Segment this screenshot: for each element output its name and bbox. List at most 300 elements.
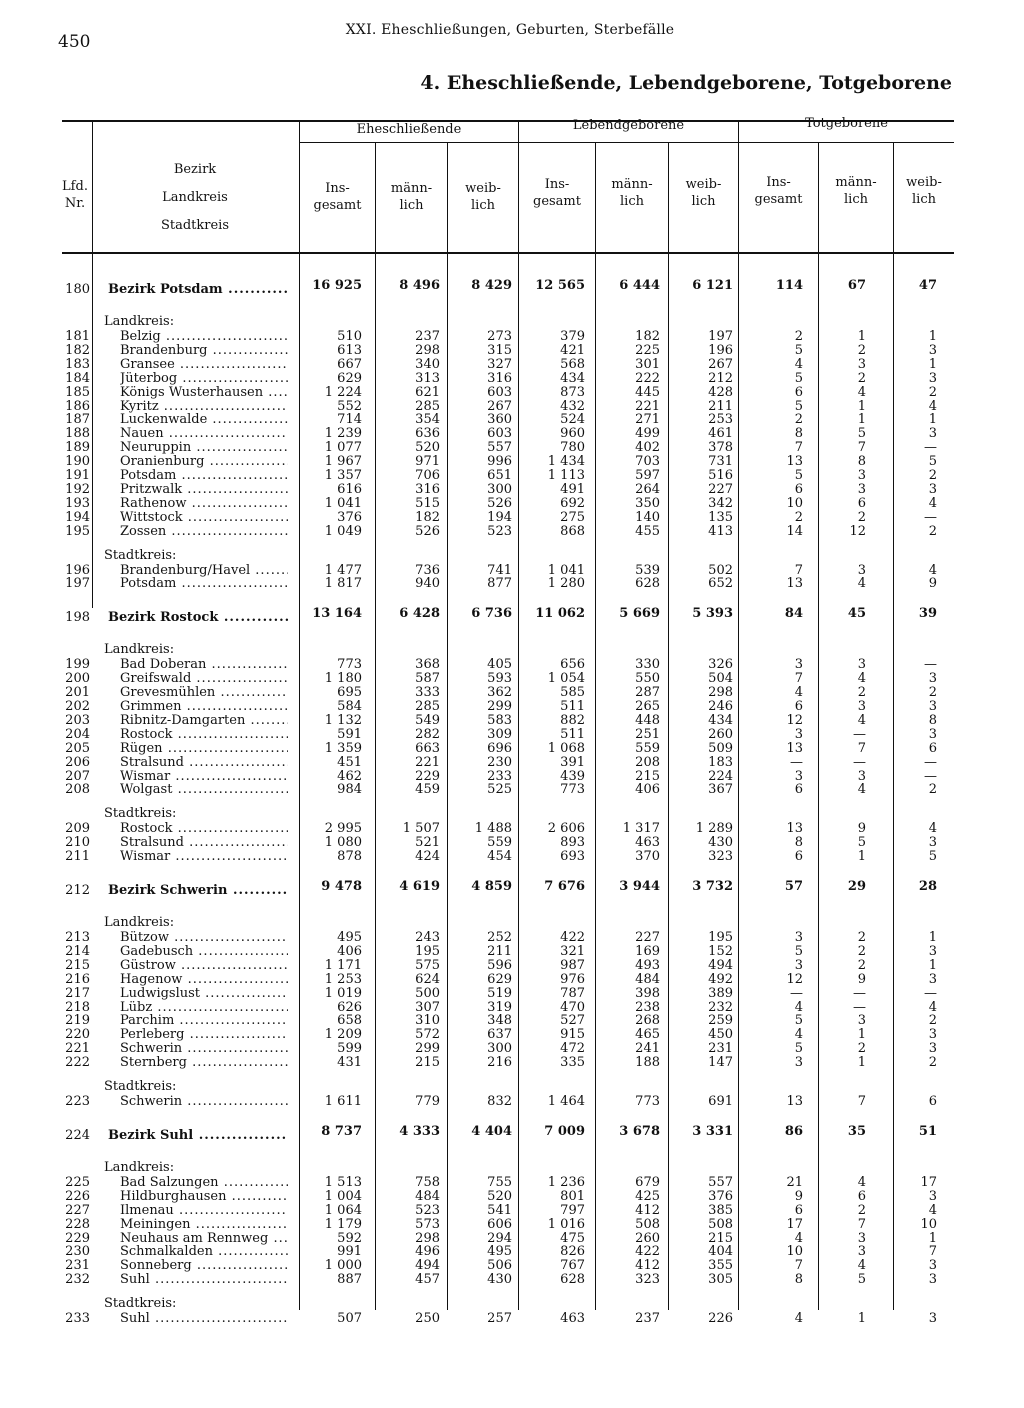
table-cell: 463 (635, 835, 660, 851)
table-cell: 557 (487, 440, 512, 456)
sub-header-line: weib- (465, 181, 501, 196)
table-cell: 6 (794, 782, 803, 798)
table-cell: 8 (928, 712, 937, 728)
row-label: Wolgast (120, 782, 173, 798)
table-cell: 7 (794, 440, 803, 456)
table-cell: 3 (928, 726, 937, 742)
table-cell: 8 (794, 1272, 803, 1288)
row-number: 186 (65, 398, 90, 414)
table-cell: 2 (794, 329, 803, 344)
row-label: Kyritz (120, 398, 159, 414)
table-cell: 1 179 (324, 1216, 362, 1232)
table-cell: 636 (415, 426, 440, 442)
table-cell: 229 (415, 768, 440, 784)
table-cell: 253 (708, 412, 733, 428)
row-label: Ludwigslust (120, 985, 201, 1001)
row-number: 218 (65, 999, 90, 1015)
table-cell: 454 (487, 849, 512, 865)
table-cell: 114 (775, 278, 803, 293)
table-cell: 398 (635, 985, 660, 1001)
table-cell: 658 (337, 1013, 362, 1029)
table-cell: 1 (857, 849, 866, 865)
table-cell: 355 (708, 1258, 733, 1274)
row-number: 214 (65, 943, 90, 959)
table-cell: 2 (857, 370, 866, 386)
group-header-rule (300, 142, 954, 143)
table-cell: 470 (560, 999, 585, 1015)
row-label: Rostock (120, 726, 173, 742)
sub-header-line: lich (912, 192, 936, 207)
row-label: Belzig (120, 329, 161, 344)
table-cell: 637 (487, 1027, 512, 1043)
table-cell: 330 (635, 657, 660, 673)
row-number: 224 (65, 1127, 90, 1143)
table-cell: 431 (337, 1055, 362, 1071)
table-cell: 4 (928, 562, 937, 578)
table-cell: 461 (708, 426, 733, 442)
row-number: 195 (65, 523, 90, 539)
table-cell: 731 (708, 454, 733, 470)
table-cell: 559 (487, 835, 512, 851)
sub-header (669, 176, 738, 210)
table-cell: 3 944 (619, 879, 660, 894)
table-cell: 4 (794, 356, 803, 372)
table-cell: 5 (794, 398, 803, 414)
row-label: Bad Salzungen (120, 1174, 219, 1190)
table-cell: 3 (794, 957, 803, 973)
table-cell: 1 488 (474, 821, 512, 837)
table-cell: 587 (415, 671, 440, 687)
row-label: Stralsund (120, 835, 184, 851)
table-cell: 252 (487, 930, 512, 945)
sub-header-line: gesamt (754, 192, 803, 207)
table-cell: 584 (337, 699, 362, 714)
row-number: 215 (65, 957, 90, 973)
table-cell: 506 (487, 1258, 512, 1274)
table-cell: 451 (337, 754, 362, 770)
row-label: Gransee (120, 356, 175, 372)
table-cell: 6 (794, 699, 803, 714)
table-cell: — (853, 999, 866, 1015)
table-cell: 1 253 (324, 971, 362, 987)
table-cell: 275 (560, 509, 585, 525)
table-cell: 412 (635, 1258, 660, 1274)
table-cell: 5 669 (619, 606, 660, 622)
table-cell: 1 (857, 329, 866, 344)
table-cell: 494 (415, 1258, 440, 1274)
row-label: Stralsund (120, 754, 184, 770)
table-cell: 500 (415, 985, 440, 1001)
table-cell: 559 (635, 740, 660, 756)
table-cell: 237 (415, 329, 440, 344)
table-cell: 780 (560, 440, 585, 456)
table-cell: 413 (708, 523, 733, 539)
table-cell: 7 676 (544, 879, 585, 894)
table-cell: 773 (560, 782, 585, 798)
table-cell: 509 (708, 740, 733, 756)
table-cell: 370 (635, 849, 660, 865)
table-cell: 7 (794, 1258, 803, 1274)
table-cell: 663 (415, 740, 440, 756)
table-cell: 510 (337, 329, 362, 344)
table-cell: 3 (857, 481, 866, 497)
table-cell: 3 732 (692, 879, 733, 894)
row-number: 225 (65, 1174, 90, 1190)
table-cell: 257 (487, 1311, 512, 1327)
table-cell: 3 (857, 1230, 866, 1246)
landkreis-label: Landkreis: (104, 1159, 175, 1175)
table-cell: 3 (857, 562, 866, 578)
row-number: 192 (65, 481, 90, 497)
sub-header-line: weib- (906, 175, 942, 190)
table-cell: 525 (487, 782, 512, 798)
table-cell: 703 (635, 454, 660, 470)
table-cell: 1 967 (324, 454, 362, 470)
table-cell: 652 (708, 576, 733, 592)
table-cell: 428 (708, 384, 733, 400)
region-header: Bezirk Landkreis Stadtkreis (160, 162, 230, 233)
table-cell: — (790, 754, 803, 770)
row-number: 211 (65, 849, 90, 865)
table-cell: 457 (415, 1272, 440, 1288)
table-cell: 3 (857, 699, 866, 714)
table-cell: 591 (337, 726, 362, 742)
table-cell: 313 (415, 370, 440, 386)
table-cell: 1 513 (324, 1174, 362, 1190)
row-number: 219 (65, 1013, 90, 1029)
row-number: 189 (65, 440, 90, 456)
table-cell: 316 (415, 481, 440, 497)
table-cell: 354 (415, 412, 440, 428)
table-cell: 624 (415, 971, 440, 987)
table-cell: 3 (794, 657, 803, 673)
table-cell: 691 (708, 1094, 733, 1109)
table-cell: — (924, 985, 937, 1001)
table-cell: 412 (635, 1202, 660, 1218)
row-label: Rathenow (120, 495, 187, 511)
row-number: 203 (65, 712, 90, 728)
row-number: 230 (65, 1244, 90, 1260)
table-cell: 5 (794, 1013, 803, 1029)
table-cell: 406 (635, 782, 660, 798)
table-cell: 603 (487, 426, 512, 442)
table-cell: 195 (415, 943, 440, 959)
table-cell: 524 (560, 412, 585, 428)
row-label: Bezirk Rostock (108, 610, 219, 626)
table-cell: 241 (635, 1041, 660, 1057)
kreis-name (120, 1055, 288, 1071)
row-number: 223 (65, 1094, 90, 1109)
sub-header-line: Ins- (325, 181, 350, 196)
table-cell: 265 (635, 699, 660, 714)
table-cell: 6 (928, 740, 937, 756)
sub-header-line: Ins- (544, 177, 570, 192)
row-number: 187 (65, 412, 90, 428)
table-cell: 877 (487, 576, 512, 592)
table-cell: 5 (794, 468, 803, 483)
row-label: Parchim (120, 1013, 175, 1029)
table-cell: 1 224 (324, 384, 362, 400)
table-cell: 2 (857, 1202, 866, 1218)
table-cell: 2 (857, 685, 866, 701)
table-cell: 368 (415, 657, 440, 673)
table-cell: 5 (794, 370, 803, 386)
table-cell: 2 (794, 412, 803, 428)
landkreis-label: Landkreis: (104, 314, 175, 329)
bezirk-name (108, 282, 288, 298)
table-cell: 385 (708, 1202, 733, 1218)
table-cell: 2 (928, 1013, 937, 1029)
table-cell: 541 (487, 1202, 512, 1218)
table-cell: 1 004 (324, 1188, 362, 1204)
table-cell: 243 (415, 930, 440, 945)
table-cell: 1 113 (547, 468, 585, 483)
table-cell: — (853, 985, 866, 1001)
table-cell: 12 (786, 971, 803, 987)
table-cell: 305 (708, 1272, 733, 1288)
table-cell: 3 (794, 1055, 803, 1071)
row-label: Bezirk Potsdam (108, 282, 223, 297)
table-cell: 152 (708, 943, 733, 959)
row-number: 181 (65, 329, 90, 344)
sub-header-line: weib- (685, 177, 722, 192)
row-number: 231 (65, 1258, 90, 1274)
row-label: Sonneberg (120, 1258, 192, 1274)
table-cell: 1 289 (695, 821, 733, 837)
table-cell: 348 (487, 1013, 512, 1029)
table-cell: 2 (857, 509, 866, 525)
table-cell: 67 (847, 278, 866, 293)
table-cell: 2 (857, 957, 866, 973)
table-cell: 264 (635, 481, 660, 497)
table-cell: 188 (635, 1055, 660, 1071)
row-label: Potsdam (120, 576, 177, 592)
table-cell: 215 (415, 1055, 440, 1071)
table-cell: 195 (708, 930, 733, 945)
table-cell: 230 (487, 754, 512, 770)
table-cell: 1 (928, 930, 937, 945)
row-number: 216 (65, 971, 90, 987)
table-cell: 882 (560, 712, 585, 728)
table-cell: 1 (857, 398, 866, 414)
row-label: Pritzwalk (120, 481, 183, 497)
table-cell: 893 (560, 835, 585, 851)
table-cell: 226 (708, 1311, 733, 1327)
row-label: Hagenow (120, 971, 183, 987)
table-cell: 342 (708, 495, 733, 511)
table-cell: 307 (415, 999, 440, 1015)
table-cell: 575 (415, 957, 440, 973)
table-cell: 3 (928, 1027, 937, 1043)
table-cell: 333 (415, 685, 440, 701)
table-cell: 878 (337, 849, 362, 865)
row-number: 188 (65, 426, 90, 442)
stadtkreis-label: Stadtkreis: (104, 806, 177, 822)
table-cell: 221 (635, 398, 660, 414)
table-cell: 651 (487, 468, 512, 483)
kreis-name (120, 524, 288, 540)
table-cell: 499 (635, 426, 660, 442)
table-cell: 51 (918, 1123, 937, 1139)
kreis-name (120, 1311, 288, 1327)
table-cell: 706 (415, 468, 440, 483)
table-cell: 692 (560, 495, 585, 511)
table-cell: 216 (487, 1055, 512, 1071)
table-cell: 495 (487, 1244, 512, 1260)
table-cell: 340 (415, 356, 440, 372)
row-number: 182 (65, 342, 90, 358)
table-cell: 7 (928, 1244, 937, 1260)
table-cell: 4 (928, 495, 937, 511)
row-label: Neuhaus am Rennweg (120, 1230, 269, 1246)
table-cell: — (924, 509, 937, 525)
table-cell: 984 (337, 782, 362, 798)
row-number: 205 (65, 740, 90, 756)
row-number: 190 (65, 454, 90, 470)
table-cell: 13 (786, 576, 803, 592)
table-cell: 629 (337, 370, 362, 386)
table-cell: 221 (415, 754, 440, 770)
table-cell: 282 (415, 726, 440, 742)
table-cell: 6 (857, 1188, 866, 1204)
table-cell: 10 (786, 1244, 803, 1260)
row-number: 202 (65, 699, 90, 714)
table-cell: 5 393 (692, 606, 733, 622)
table-cell: 2 995 (324, 821, 362, 837)
table-cell: 232 (708, 999, 733, 1015)
row-number: 198 (65, 610, 90, 626)
table-cell: 13 (786, 1094, 803, 1109)
table-cell: 597 (635, 468, 660, 483)
group-header-totgeborene: Totgeborene (805, 116, 888, 131)
table-cell: 197 (708, 329, 733, 344)
row-number: 233 (65, 1311, 90, 1327)
sub-header (739, 174, 818, 208)
table-cell: 3 (928, 699, 937, 714)
bezirk-name (108, 1128, 288, 1144)
table-cell: 17 (786, 1216, 803, 1232)
table-cell: 8 (794, 426, 803, 442)
table-cell: 593 (487, 671, 512, 687)
sub-header (300, 180, 375, 214)
table-cell: 367 (708, 782, 733, 798)
table-cell: 246 (708, 699, 733, 714)
sub-header-line: lich (620, 194, 644, 209)
table-cell: 326 (708, 657, 733, 673)
table-cell: 549 (415, 712, 440, 728)
table-cell: 1 (857, 1311, 866, 1327)
row-number: 196 (65, 562, 90, 578)
table-cell: 28 (918, 879, 937, 894)
table-cell: 7 (794, 562, 803, 578)
table-cell: 2 (928, 384, 937, 400)
table-cell: 421 (560, 342, 585, 358)
row-label: Schwerin (120, 1041, 183, 1057)
table-cell: 86 (784, 1123, 803, 1139)
table-cell: 2 (928, 782, 937, 798)
table-cell: 3 (928, 1272, 937, 1288)
table-cell: 592 (337, 1230, 362, 1246)
table-cell: 508 (708, 1216, 733, 1232)
bezirk-name (108, 610, 288, 626)
kreis-name (120, 782, 288, 798)
table-cell: 3 (928, 671, 937, 687)
table-cell: 299 (415, 1041, 440, 1057)
table-cell: 3 (857, 657, 866, 673)
table-cell: 493 (635, 957, 660, 973)
table-cell: 2 (857, 1041, 866, 1057)
table-cell: 323 (708, 849, 733, 865)
row-number: 207 (65, 768, 90, 784)
table-cell: 273 (487, 329, 512, 344)
table-cell: 1 611 (324, 1094, 362, 1109)
row-number: 212 (65, 883, 90, 898)
table-cell: 4 (857, 712, 866, 728)
table-cell: 1 041 (324, 495, 362, 511)
table-cell: 222 (635, 370, 660, 386)
table-cell: 3 (928, 481, 937, 497)
table-cell: 519 (487, 985, 512, 1001)
table-cell: 516 (708, 468, 733, 483)
table-cell: 4 (928, 398, 937, 414)
table-cell: 300 (487, 481, 512, 497)
table-cell: 259 (708, 1013, 733, 1029)
row-number: 184 (65, 370, 90, 386)
table-cell: 521 (415, 835, 440, 851)
table-cell: 169 (635, 943, 660, 959)
table-cell: 1 (928, 1230, 937, 1246)
table-cell: 4 (857, 1258, 866, 1274)
table-cell: 425 (635, 1188, 660, 1204)
table-cell: 472 (560, 1041, 585, 1057)
row-label: Wismar (120, 768, 171, 784)
table-cell: 1 064 (324, 1202, 362, 1218)
table-cell: 376 (708, 1188, 733, 1204)
table-cell: 3 (928, 943, 937, 959)
table-cell: 976 (560, 971, 585, 987)
bezirk-name (108, 883, 288, 899)
table-cell: 987 (560, 957, 585, 973)
table-cell: 603 (487, 384, 512, 400)
table-cell: 465 (635, 1027, 660, 1043)
table-cell: 459 (415, 782, 440, 798)
table-cell: 1 049 (324, 523, 362, 539)
table-cell: 887 (337, 1272, 362, 1288)
sub-header-line: männ- (611, 177, 653, 192)
table-cell: 402 (635, 440, 660, 456)
table-cell: 135 (708, 509, 733, 525)
table-cell: 1 080 (324, 835, 362, 851)
landkreis-label: Landkreis: (104, 915, 175, 930)
table-cell: 1 209 (324, 1027, 362, 1043)
row-label: Potsdam (120, 468, 177, 483)
table-cell: 315 (487, 342, 512, 358)
table-cell: 1 019 (324, 985, 362, 1001)
table-cell: 526 (487, 495, 512, 511)
kreis-name (120, 1094, 288, 1110)
table-cell: 6 (794, 1202, 803, 1218)
table-cell: 215 (635, 768, 660, 784)
row-label: Königs Wusterhausen (120, 384, 264, 400)
row-number: 180 (65, 282, 90, 297)
table-cell: 57 (784, 879, 803, 894)
table-cell: 462 (337, 768, 362, 784)
table-cell: 389 (708, 985, 733, 1001)
table-cell: 4 (857, 671, 866, 687)
table-cell: 758 (415, 1174, 440, 1190)
table-cell: 251 (635, 726, 660, 742)
table-cell: 224 (708, 768, 733, 784)
